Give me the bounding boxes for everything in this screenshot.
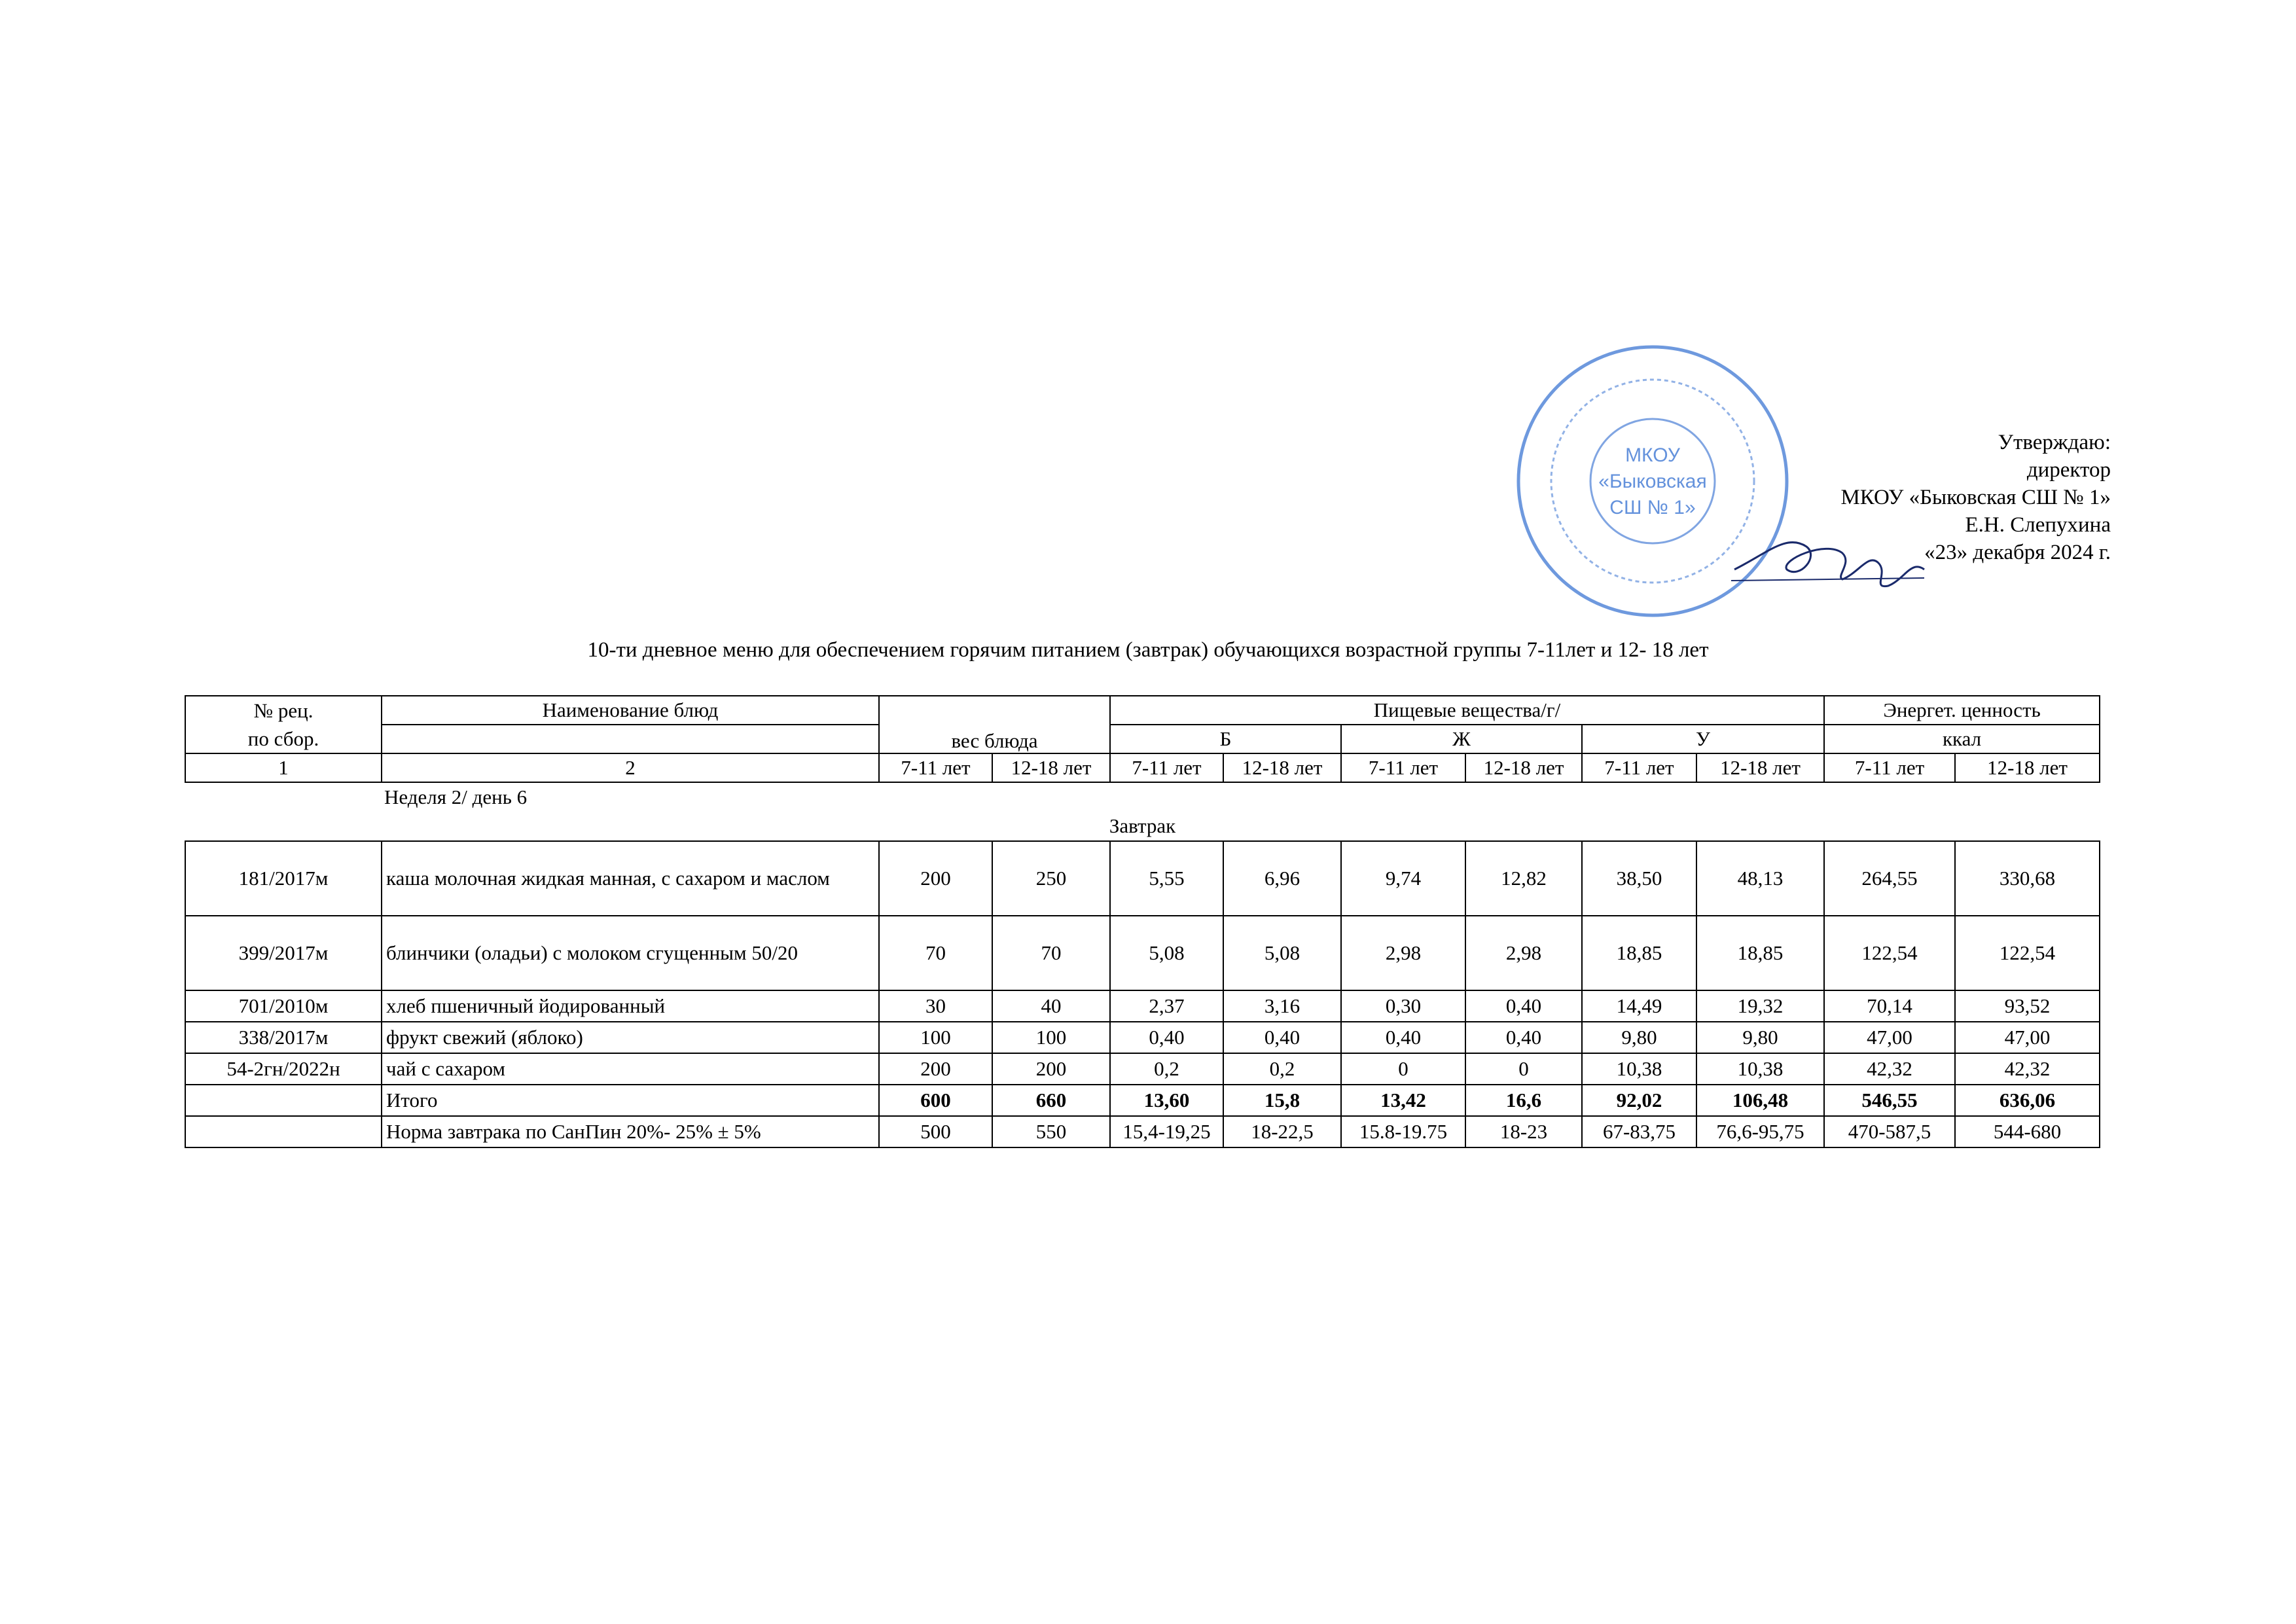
cell-k2: 122,54 [1955, 916, 2100, 990]
table-row [185, 841, 2100, 916]
cell-zh2: 0,40 [1465, 1022, 1582, 1053]
cell-u2: 18,85 [1696, 916, 1824, 990]
age-b-b: 12-18 лет [1223, 753, 1341, 782]
cell-k1: 70,14 [1824, 990, 1955, 1022]
age-weight-a: 7-11 лет [879, 753, 992, 782]
header-dish-name: Наименование блюд [382, 696, 879, 725]
header-col-2: 2 [382, 753, 879, 782]
cell-w2: 100 [992, 1022, 1110, 1053]
cell-u2: 106,48 [1696, 1085, 1824, 1116]
cell-b1: 5,08 [1110, 916, 1223, 990]
cell-w2: 200 [992, 1053, 1110, 1085]
approval-line-5: «23» декабря 2024 г. [1924, 541, 2111, 564]
cell-u2: 76,6-95,75 [1696, 1116, 1824, 1147]
cell-k1: 122,54 [1824, 916, 1955, 990]
age-u-b: 12-18 лет [1696, 753, 1824, 782]
cell-dish: фрукт свежий (яблоко) [382, 1022, 879, 1053]
header-weight: вес блюда [879, 725, 1110, 753]
cell-zh1: 0,30 [1341, 990, 1465, 1022]
cell-zh2: 0 [1465, 1053, 1582, 1085]
cell-w2: 70 [992, 916, 1110, 990]
cell-k2: 330,68 [1955, 841, 2100, 916]
header-b: Б [1110, 725, 1341, 753]
cell-zh2: 0,40 [1465, 990, 1582, 1022]
cell-b2: 6,96 [1223, 841, 1341, 916]
cell-dish: каша молочная жидкая манная, с сахаром и маслом [382, 841, 879, 916]
cell-u2: 48,13 [1696, 841, 1824, 916]
header-energy: Энергет. ценность [1824, 696, 2100, 725]
cell-w1: 200 [879, 841, 992, 916]
cell-k1: 546,55 [1824, 1085, 1955, 1116]
table-row [185, 1022, 2100, 1053]
cell-w1: 100 [879, 1022, 992, 1053]
header-zh: Ж [1341, 725, 1582, 753]
cell-b2: 0,2 [1223, 1053, 1341, 1085]
cell-dish: Итого [382, 1085, 879, 1116]
cell-u1: 38,50 [1582, 841, 1696, 916]
header-weight-top [879, 696, 1110, 725]
approval-line-4: Е.Н. Слепухина [1965, 513, 2111, 537]
cell-k1: 470-587,5 [1824, 1116, 1955, 1147]
header-rec-src: по сбор. [185, 725, 382, 753]
age-weight-b: 12-18 лет [992, 753, 1110, 782]
cell-dish: хлеб пшеничный йодированный [382, 990, 879, 1022]
cell-rec: 399/2017м [185, 916, 382, 990]
cell-k2: 636,06 [1955, 1085, 2100, 1116]
header-row-2 [185, 725, 2100, 753]
cell-b1: 5,55 [1110, 841, 1223, 916]
header-nutrients: Пищевые вещества/г/ [1110, 696, 1824, 725]
cell-rec: 701/2010м [185, 990, 382, 1022]
section-label: Завтрак [1109, 814, 1176, 837]
week-row [185, 782, 2100, 812]
cell-w1: 70 [879, 916, 992, 990]
cell-k1: 264,55 [1824, 841, 1955, 916]
approval-block [1653, 429, 2111, 566]
cell-k2: 42,32 [1955, 1053, 2100, 1085]
cell-rec: 338/2017м [185, 1022, 382, 1053]
cell-zh2: 12,82 [1465, 841, 1582, 916]
cell-w2: 550 [992, 1116, 1110, 1147]
cell-b2: 3,16 [1223, 990, 1341, 1022]
cell-zh2: 16,6 [1465, 1085, 1582, 1116]
cell-u1: 14,49 [1582, 990, 1696, 1022]
age-kcal-b: 12-18 лет [1955, 753, 2100, 782]
cell-u2: 19,32 [1696, 990, 1824, 1022]
cell-k2: 47,00 [1955, 1022, 2100, 1053]
cell-zh1: 2,98 [1341, 916, 1465, 990]
cell-u2: 10,38 [1696, 1053, 1824, 1085]
section-row [185, 812, 2100, 841]
approval-line-1: Утверждаю: [1998, 431, 2111, 454]
approval-line-2: директор [2026, 458, 2111, 482]
header-u: У [1582, 725, 1824, 753]
cell-w1: 600 [879, 1085, 992, 1116]
cell-b1: 13,60 [1110, 1085, 1223, 1116]
age-b-a: 7-11 лет [1110, 753, 1223, 782]
cell-w2: 660 [992, 1085, 1110, 1116]
stamp-text-3: СШ № 1» [1609, 497, 1696, 518]
stamp-text-1: МКОУ [1625, 444, 1680, 466]
cell-zh1: 13,42 [1341, 1085, 1465, 1116]
cell-k2: 544-680 [1955, 1116, 2100, 1147]
cell-b2: 18-22,5 [1223, 1116, 1341, 1147]
cell-b1: 2,37 [1110, 990, 1223, 1022]
cell-u1: 9,80 [1582, 1022, 1696, 1053]
cell-k1: 42,32 [1824, 1053, 1955, 1085]
cell-u1: 18,85 [1582, 916, 1696, 990]
total-row [185, 1085, 2100, 1116]
cell-u1: 92,02 [1582, 1085, 1696, 1116]
cell-w2: 40 [992, 990, 1110, 1022]
cell-u1: 10,38 [1582, 1053, 1696, 1085]
cell-b2: 15,8 [1223, 1085, 1341, 1116]
stamp-text-2: «Быковская [1598, 471, 1707, 492]
cell-u2: 9,80 [1696, 1022, 1824, 1053]
age-kcal-a: 7-11 лет [1824, 753, 1955, 782]
header-col-1: 1 [185, 753, 382, 782]
cell-zh1: 9,74 [1341, 841, 1465, 916]
week-spacer [185, 782, 382, 812]
cell-dish: Норма завтрака по СанПин 20%- 25% ± 5% [382, 1116, 879, 1147]
cell-b1: 0,40 [1110, 1022, 1223, 1053]
cell-zh1: 15.8-19.75 [1341, 1116, 1465, 1147]
approval-line-3: МКОУ «Быковская СШ № 1» [1840, 486, 2111, 509]
cell-dish: блинчики (оладьи) с молоком сгущенным 50/20 [382, 916, 879, 990]
cell-zh1: 0,40 [1341, 1022, 1465, 1053]
norm-row [185, 1116, 2100, 1147]
menu-table [185, 695, 2100, 1148]
cell-w1: 500 [879, 1116, 992, 1147]
cell-rec: 54-2гн/2022н [185, 1053, 382, 1085]
cell-k2: 93,52 [1955, 990, 2100, 1022]
cell-u1: 67-83,75 [1582, 1116, 1696, 1147]
header-row-3 [185, 753, 2100, 782]
week-label: Неделя 2/ день 6 [384, 785, 528, 808]
age-zh-b: 12-18 лет [1465, 753, 1582, 782]
cell-w1: 30 [879, 990, 992, 1022]
cell-rec [185, 1085, 382, 1116]
cell-zh2: 18-23 [1465, 1116, 1582, 1147]
table-row [185, 916, 2100, 990]
cell-b1: 0,2 [1110, 1053, 1223, 1085]
age-zh-a: 7-11 лет [1341, 753, 1465, 782]
document-title: 10-ти дневное меню для обеспечением горячим питанием (завтрак) обучающихся возрастной группы 7-11лет и 12- 18 лет [587, 638, 1709, 662]
cell-rec: 181/2017м [185, 841, 382, 916]
cell-b1: 15,4-19,25 [1110, 1116, 1223, 1147]
cell-zh2: 2,98 [1465, 916, 1582, 990]
header-rec-no: № рец. [185, 696, 382, 725]
table-row [185, 1053, 2100, 1085]
cell-k1: 47,00 [1824, 1022, 1955, 1053]
header-dish-blank [382, 725, 879, 753]
table-row [185, 990, 2100, 1022]
header-row-1 [185, 696, 2100, 725]
cell-dish: чай с сахаром [382, 1053, 879, 1085]
cell-b2: 0,40 [1223, 1022, 1341, 1053]
cell-w1: 200 [879, 1053, 992, 1085]
cell-zh1: 0 [1341, 1053, 1465, 1085]
age-u-a: 7-11 лет [1582, 753, 1696, 782]
cell-w2: 250 [992, 841, 1110, 916]
cell-b2: 5,08 [1223, 916, 1341, 990]
header-kcal: ккал [1824, 725, 2100, 753]
cell-rec [185, 1116, 382, 1147]
